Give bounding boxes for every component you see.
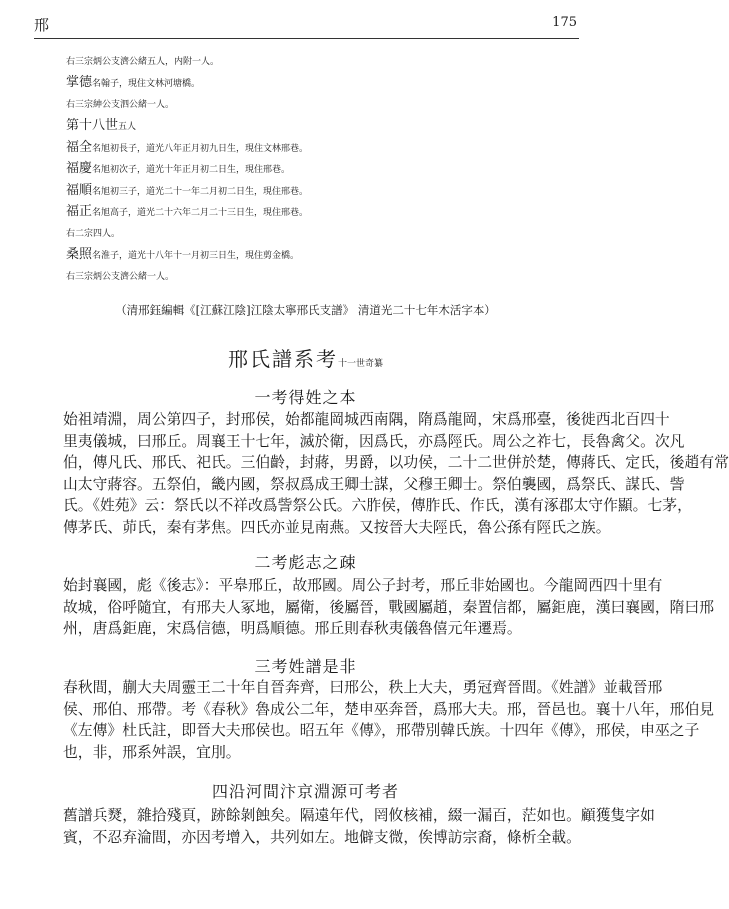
text-line: 里夷儀城，曰邢丘。周襄王十七年，滅於衛，因爲氏，亦爲陘氏。周公之祚七，長魯禽父。次凡 [63, 432, 685, 450]
text-line: 也，非，邢系舛誤，宜刖。 [63, 743, 241, 761]
entry-person [66, 184, 308, 199]
page-header [34, 12, 577, 38]
text-line: 舊譜兵燹，雜拾殘頁，跡餘剝蝕矣。隔遠年代，罔攸核補，綴一漏百，茫如也。顧獲隻字如 [63, 807, 655, 824]
text-line: 傳茅氏、茆氏，秦有茅焦。四氏亦並見南燕。又按晉大夫陘氏，魯公孫有陘氏之族。 [63, 518, 611, 536]
main-title-subtitle: 十一世奇纂 [337, 359, 383, 369]
entry-note [66, 270, 174, 284]
text-line: 侯、邢伯、邢帶。考《春秋》魯成公二年，楚申巫奔晉，爲邢大夫。邢，晉邑也。襄十八年，邢伯見 [63, 700, 715, 718]
entry-text: 右三宗炳公支濟公緒五人，内附一人。 [66, 57, 220, 67]
text-line: 始封襄國，彪《後志》：平皋邢丘，故邢國。周公子封考，邢丘非始國也。今龍岡西四十里有 [63, 577, 663, 594]
section-body [63, 805, 655, 848]
text-line: 山太守蔣容。五祭伯，畿内國，祭叔爲成王卿士謀，父穆王卿士。祭伯襲國，爲祭氏、謀氏、訾 [63, 475, 685, 493]
entry-note [66, 55, 219, 69]
section-body [63, 575, 715, 640]
page-number: 175 [552, 15, 577, 30]
generation-title: 第十八世 [66, 118, 119, 133]
person-name: 福正 [66, 204, 93, 219]
person-note: 名旭初三子，道光二十一年二月初二日生，現住邢巷。 [92, 187, 309, 197]
generation-heading [66, 119, 136, 134]
running-head-character: 邢 [34, 16, 50, 34]
entry-text: 右三宗紳公支泗公緒一人。 [66, 100, 175, 110]
entry-text: 右三宗炳公支濟公緒一人。 [66, 272, 175, 282]
section-title: 一考得姓之本 [254, 388, 357, 407]
entry-person [66, 76, 200, 91]
person-note: 名旭高子，道光二十六年二月二十三日生，現住邢巷。 [92, 208, 309, 218]
text-line: 伯，傳凡氏、邢氏、祀氏。三伯齡，封蔣，男爵，以功侯，二十二世併於楚，傳蔣氏、定氏，後趙有常 [63, 454, 729, 472]
section-body [63, 409, 729, 539]
person-name: 福慶 [66, 161, 93, 176]
person-note: 名旭初長子，道光八年正月初九日生，現住文林邢巷。 [92, 144, 309, 154]
section-title: 三考姓譜是非 [254, 657, 357, 676]
text-line: 氏。《姓苑》云：祭氏以不祥改爲訾祭公氏。六胙侯，傳胙氏、作氏，漢有涿郡太守作顯。七茅， [63, 497, 692, 515]
header-rule [34, 38, 579, 39]
entry-note [66, 227, 120, 241]
text-line: 春秋間，蒯大夫周靈王二十年自晉奔齊，曰邢公，秩上大夫，勇冠齊晉間。《姓譜》並載晉邢 [63, 679, 663, 696]
entry-text: 右二宗四人。 [66, 229, 121, 239]
text-line: 州，唐爲鉅鹿，宋爲信德，明爲順德。邢丘則春秋夷儀魯僖元年遷焉。 [63, 620, 522, 638]
person-name: 福順 [66, 183, 93, 198]
section-title: 二考彪志之疎 [254, 553, 357, 572]
entry-person [66, 248, 299, 263]
text-line: 始祖靖淵，周公第四子，封邢侯，始都龍岡城西南隅，隋爲龍岡，宋爲邢臺，後徙西北百四十 [63, 411, 670, 428]
text-line: 故城，俗呼隨宜，有邢夫人冢地，屬衛，後屬晉，戰國屬趙，秦置信都，屬鉅鹿，漢曰襄國，隋曰邢 [63, 598, 715, 616]
entry-person [66, 205, 308, 220]
section-title: 四沿河間汴京淵源可考者 [211, 782, 399, 801]
person-name: 福全 [66, 140, 93, 155]
person-note: 名翰子，現住文林河塘橋。 [92, 79, 201, 89]
main-title [0, 343, 611, 372]
section-body [63, 677, 715, 763]
text-line: 《左傳》杜氏註，即晉大夫邢侯也。昭五年《傳》，邢帶別韓氏族。十四年《傳》，邢侯，申巫之子 [63, 722, 700, 740]
text-line: 賓，不忍弃淪間，亦因考增入，共列如左。地僻支微，俟博訪宗裔，條析全載。 [63, 828, 581, 846]
generation-count: 五人 [118, 122, 137, 132]
person-name: 桑照 [66, 247, 93, 262]
person-name: 掌德 [66, 75, 93, 90]
entry-person [66, 162, 290, 177]
person-note: 名淮子，道光十八年十一月初三日生，現住剪金橋。 [92, 251, 300, 261]
entry-note [66, 98, 174, 112]
entry-person [66, 141, 308, 156]
person-note: 名旭初次子，道光十年正月初二日生，現住邢巷。 [92, 165, 291, 175]
source-citation: （清邢鈺編輯《[江蘇江陰]江陰太寧邢氏支譜》 清道光二十七年木活字本） [115, 303, 496, 317]
main-title-text: 邢氏譜系考 [227, 347, 338, 371]
